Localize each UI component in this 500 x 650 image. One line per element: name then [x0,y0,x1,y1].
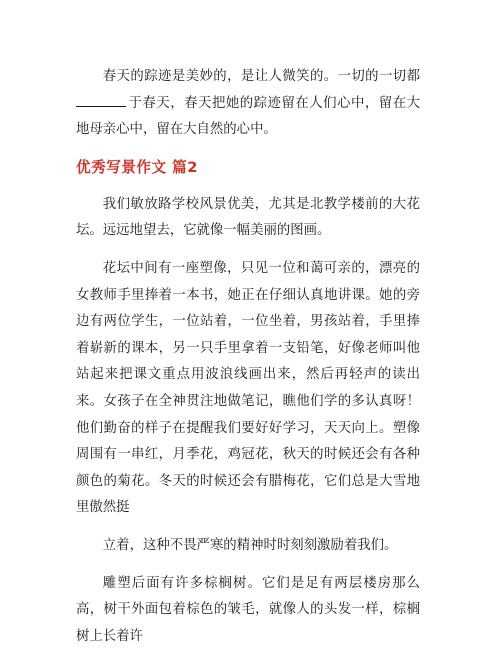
section-heading: 优秀写景作文 篇2 [76,155,420,181]
paragraph-gap [76,144,420,155]
paragraph-intro: 我们敏放路学校风景优美，尤其是北教学楼前的大花坛。远远地望去，它就像一幅美丽的图画。 [76,192,420,245]
paragraph-text: 春天的踪迹是美妙的，是让人微笑的。一切的一切都 [103,69,420,84]
paragraph-statue: 花坛中间有一座塑像，只见一位和蔼可亲的，漂亮的女教师手里捧着一本书，她正在仔细认真地讲课。她的旁边有两位学生，一位站着，一位坐着，男孩站着，手里捧着崭新的课本，另一只手里拿着一支铅笔，好像老师叫他站起来把课文重点用波浪线画出来，然后再轻声的读出来。女孩子在全神贯注地做笔记，瞧他们学的多认真呀！他们勤奋的样子在提醒我们要好好学习，天天向上。塑像周围有一串红，月季花，鸡冠花，秋天的时候还会有各种颜色的菊花。冬天的时候还会有腊梅花，它们总是大雪地里傲然挺 [76,256,420,522]
paragraph-palm-trees: 雕塑后面有许多棕榈树。它们是足有两层楼房那么高，树干外面包着棕色的皱毛，就像人的头发一样，棕榈树上长着许 [76,571,420,650]
fill-in-blank [76,92,126,107]
paragraph-spring-ending [76,64,420,144]
paragraph-gap [76,522,420,533]
paragraph-text: 于春天，春天把她的踪迹留在人们心中，留在大地母亲心中，留在大自然的心中。 [76,96,420,138]
document-body [76,64,420,650]
paragraph-gap [76,181,420,192]
paragraph-gap [76,560,420,571]
paragraph-spirit: 立着，这种不畏严寒的精神时时刻刻激励着我们。 [76,533,420,560]
paragraph-gap [76,245,420,256]
